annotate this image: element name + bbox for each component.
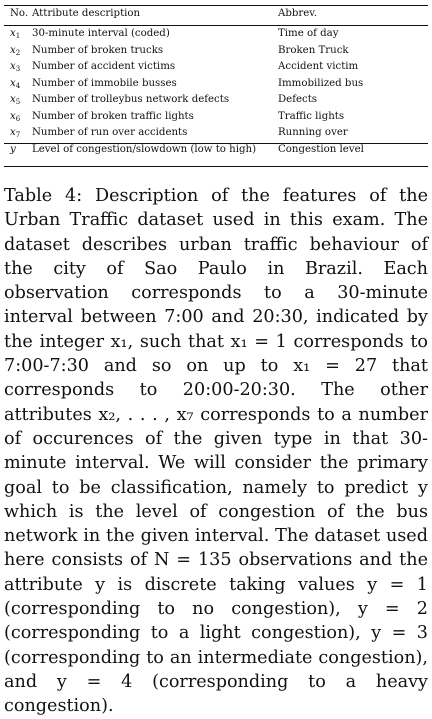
- row-symbol: x5: [10, 94, 21, 106]
- header-no: No.: [10, 8, 29, 19]
- row-symbol: x6: [10, 110, 21, 123]
- row-abbrev: Accident victim: [278, 61, 359, 72]
- row-abbrev: Time of day: [278, 28, 339, 39]
- target-description: Level of congestion/slowdown (low to high): [32, 143, 257, 155]
- row-symbol: x7: [10, 127, 21, 139]
- table-row: [4, 76, 428, 93]
- table-row: [4, 109, 428, 126]
- row-symbol: x3: [10, 61, 21, 73]
- row-symbol: x2: [10, 44, 21, 57]
- table-caption: [4, 184, 428, 719]
- header-description: Attribute description: [32, 8, 141, 19]
- row-abbrev: Immobilized bus: [278, 77, 364, 89]
- row-abbrev: Defects: [278, 94, 318, 105]
- target-row: [4, 142, 428, 158]
- feature-table: [4, 6, 428, 157]
- row-symbol: x4: [10, 77, 21, 90]
- target-symbol: y: [10, 143, 16, 155]
- caption-text: Table 4: Description of the features of the Urban Traffic dataset used in this exam. The dataset describes urban traffic behaviour of the city of Sao Paulo in Brazil. Each observation corresponds to a 30-minute interval between 7:00 and 20:30, indicated by the integer x₁, such that x₁ = 1 corresponds to 7:00-7:30 and so on up to x₁ = 27 that corresponds to 20:00-20:30. The other attributes x₂, . . . , x₇ corresponds to a number of occurences of the given type in that 30-minute interval. We will consider the primary goal to be classification, namely to predict y which is the level of congestion of the bus network in the given interval. The dataset used here consists of N = 135 observations and the attribute y is discrete taking values y = 1 (corresponding to no congestion), y = 2 (corresponding to a light congestion), y = 3 (corresponding to an intermediate congestion), and y = 4 (corresponding to a heavy congestion).: [4, 186, 428, 717]
- table-row: [4, 125, 428, 142]
- table-bottom-rule: [4, 166, 428, 167]
- row-abbrev: Traffic lights: [278, 110, 345, 122]
- target-abbrev: Congestion level: [278, 143, 364, 155]
- table-row: [4, 26, 428, 43]
- row-abbrev: Broken Truck: [278, 44, 349, 56]
- row-abbrev: Running over: [278, 127, 348, 138]
- row-description: 30-minute interval (coded): [32, 28, 170, 39]
- row-description: Number of broken traffic lights: [32, 110, 194, 122]
- row-symbol: x1: [10, 28, 21, 40]
- row-description: Number of immobile busses: [32, 77, 177, 89]
- row-description: Number of broken trucks: [32, 44, 164, 56]
- table-row: [4, 59, 428, 76]
- row-description: Number of run over accidents: [32, 127, 188, 138]
- row-description: Number of trolleybus network defects: [32, 94, 230, 105]
- table-header-row: [4, 6, 428, 25]
- table-row: [4, 92, 428, 109]
- table-row: [4, 43, 428, 60]
- header-abbrev: Abbrev.: [278, 8, 318, 19]
- row-description: Number of accident victims: [32, 61, 176, 72]
